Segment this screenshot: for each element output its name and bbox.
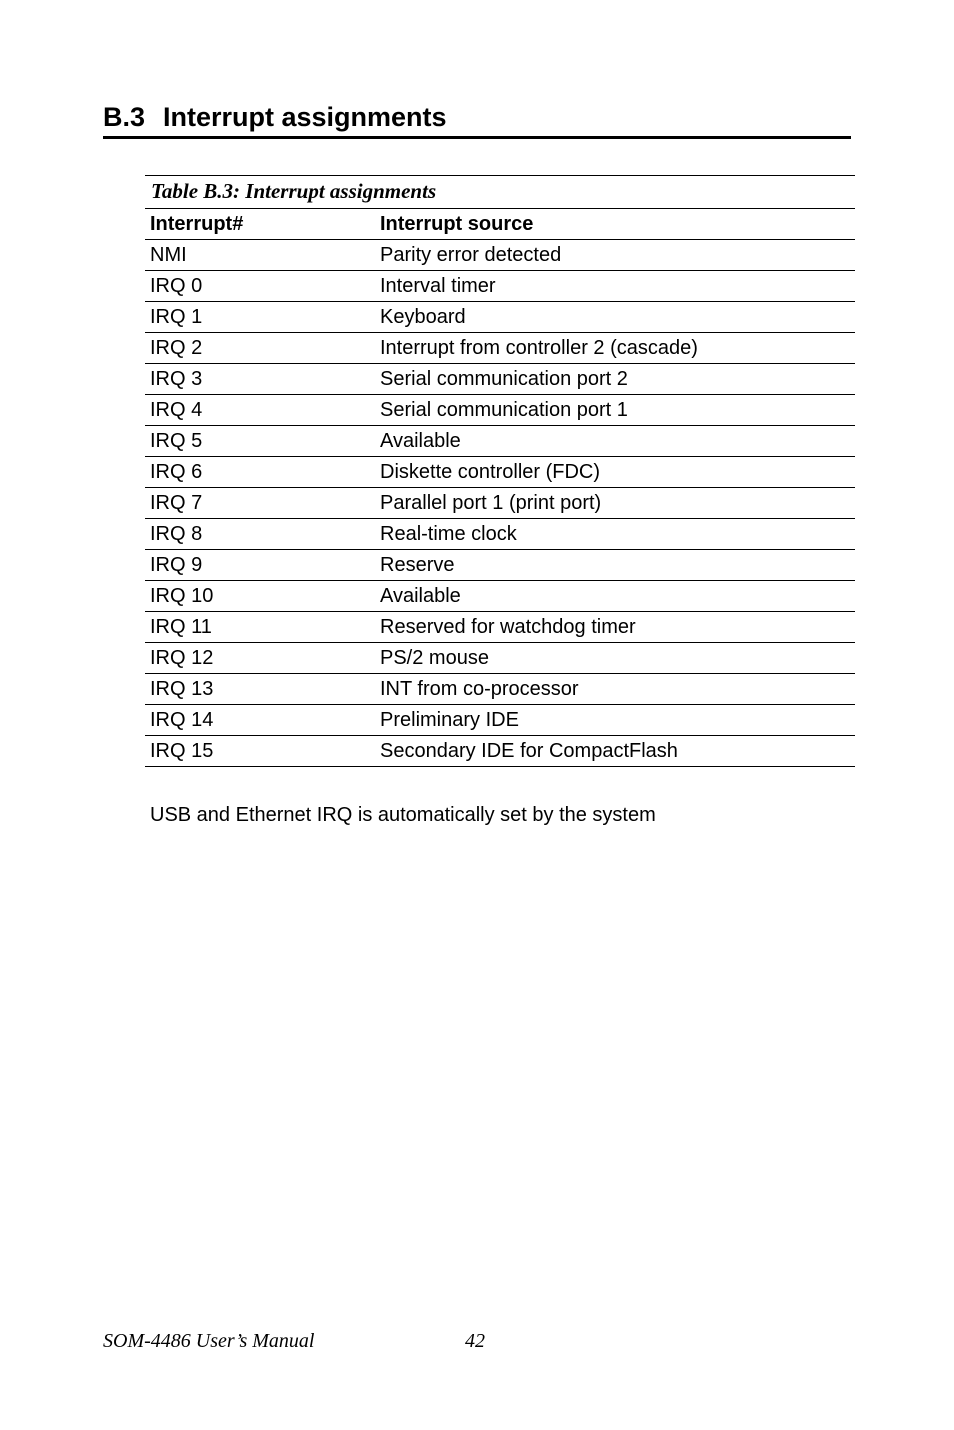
header-interrupt-source: Interrupt source	[375, 209, 855, 240]
table-row	[145, 271, 855, 302]
table-row	[145, 581, 855, 612]
interrupt-cell: IRQ 9	[145, 550, 375, 581]
table-row	[145, 457, 855, 488]
irq-note: USB and Ethernet IRQ is automatically set by the system	[150, 804, 656, 826]
interrupt-source-cell: Interval timer	[375, 271, 855, 302]
interrupt-source-cell: Parity error detected	[375, 240, 855, 271]
interrupt-cell: IRQ 7	[145, 488, 375, 519]
interrupt-cell: IRQ 1	[145, 302, 375, 333]
interrupt-source-cell: Serial communication port 2	[375, 364, 855, 395]
table-row	[145, 333, 855, 364]
interrupt-source-cell: Real-time clock	[375, 519, 855, 550]
table-row	[145, 426, 855, 457]
interrupt-source-cell: Reserve	[375, 550, 855, 581]
section-heading	[103, 98, 851, 139]
interrupt-source-cell: Preliminary IDE	[375, 705, 855, 736]
interrupt-source-cell: Available	[375, 581, 855, 612]
interrupt-source-cell: PS/2 mouse	[375, 643, 855, 674]
interrupt-source-cell: Interrupt from controller 2 (cascade)	[375, 333, 855, 364]
interrupt-cell: IRQ 14	[145, 705, 375, 736]
interrupt-source-cell: Diskette controller (FDC)	[375, 457, 855, 488]
table-row	[145, 705, 855, 736]
interrupt-table	[145, 209, 855, 767]
interrupt-source-cell: Secondary IDE for CompactFlash	[375, 736, 855, 767]
table-row	[145, 488, 855, 519]
section-number: B.3	[103, 102, 146, 132]
interrupt-source-cell: Parallel port 1 (print port)	[375, 488, 855, 519]
footer-page-number: 42	[465, 1330, 485, 1352]
interrupt-cell: IRQ 0	[145, 271, 375, 302]
table-row	[145, 550, 855, 581]
interrupt-cell: IRQ 11	[145, 612, 375, 643]
interrupt-cell: IRQ 3	[145, 364, 375, 395]
interrupt-cell: IRQ 6	[145, 457, 375, 488]
interrupt-cell: IRQ 8	[145, 519, 375, 550]
table-body	[145, 240, 855, 767]
table-row	[145, 674, 855, 705]
table-row	[145, 612, 855, 643]
section-title: Interrupt assignments	[163, 102, 447, 132]
table-header-row	[145, 209, 855, 240]
interrupt-cell: IRQ 2	[145, 333, 375, 364]
interrupt-cell: IRQ 4	[145, 395, 375, 426]
table-caption: Table B.3: Interrupt assignments	[145, 175, 855, 209]
table-row	[145, 736, 855, 767]
interrupt-cell: IRQ 15	[145, 736, 375, 767]
table-row	[145, 395, 855, 426]
table-row	[145, 302, 855, 333]
interrupt-cell: IRQ 5	[145, 426, 375, 457]
interrupt-cell: IRQ 12	[145, 643, 375, 674]
table-row	[145, 364, 855, 395]
interrupt-cell: IRQ 13	[145, 674, 375, 705]
interrupt-source-cell: Serial communication port 1	[375, 395, 855, 426]
interrupt-source-cell: Reserved for watchdog timer	[375, 612, 855, 643]
interrupt-cell: NMI	[145, 240, 375, 271]
interrupt-source-cell: INT from co-processor	[375, 674, 855, 705]
table-row	[145, 240, 855, 271]
interrupt-source-cell: Keyboard	[375, 302, 855, 333]
header-interrupt: Interrupt#	[145, 209, 375, 240]
interrupt-cell: IRQ 10	[145, 581, 375, 612]
table-row	[145, 643, 855, 674]
footer-manual-title: SOM-4486 User’s Manual	[103, 1330, 315, 1352]
interrupt-source-cell: Available	[375, 426, 855, 457]
table-row	[145, 519, 855, 550]
